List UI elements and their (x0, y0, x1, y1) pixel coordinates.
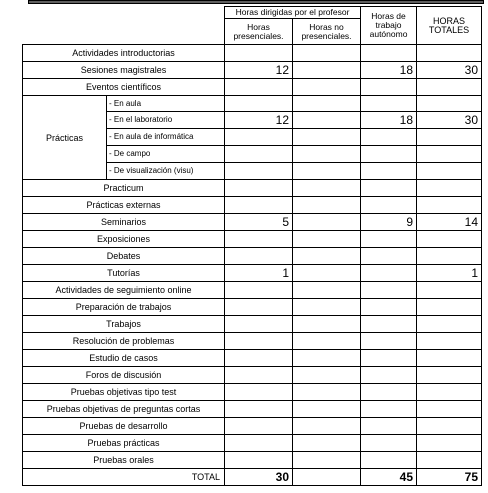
activity-label: Debates (23, 248, 225, 265)
hours-autonomo (361, 79, 417, 96)
total-label: TOTAL (23, 469, 225, 486)
activity-label: Preparación de trabajos (23, 299, 225, 316)
hours-total (417, 79, 482, 96)
header-no-presenciales: Horas no presenciales. (293, 19, 361, 45)
hours-no-presenciales (293, 112, 361, 129)
total-horas: 75 (417, 469, 482, 486)
practicas-sub-label: - En el laboratorio (107, 112, 225, 129)
hours-presenciales: 12 (225, 112, 293, 129)
activity-label: Prácticas externas (23, 197, 225, 214)
hours-autonomo (361, 129, 417, 146)
hours-autonomo: 18 (361, 112, 417, 129)
practicas-sub-label: - De visualización (visu) (107, 163, 225, 180)
hours-no-presenciales (293, 248, 361, 265)
hours-presenciales (225, 96, 293, 112)
activity-label: Sesiones magistrales (23, 62, 225, 79)
hours-total (417, 231, 482, 248)
activity-label: Estudio de casos (23, 350, 225, 367)
hours-autonomo (361, 180, 417, 197)
hours-total (417, 146, 482, 163)
hours-autonomo (361, 163, 417, 180)
activity-label: Seminarios (23, 214, 225, 231)
hours-no-presenciales (293, 418, 361, 435)
hours-presenciales (225, 333, 293, 350)
table-row (23, 96, 482, 112)
hours-total (417, 401, 482, 418)
table-row (23, 214, 482, 231)
hours-no-presenciales (293, 129, 361, 146)
hours-presenciales (225, 180, 293, 197)
table-row (23, 333, 482, 350)
hours-total (417, 282, 482, 299)
hours-no-presenciales (293, 214, 361, 231)
hours-autonomo (361, 435, 417, 452)
hours-presenciales (225, 79, 293, 96)
hours-presenciales (225, 248, 293, 265)
activity-label: Pruebas prácticas (23, 435, 225, 452)
hours-total (417, 350, 482, 367)
practicas-label: Prácticas (23, 96, 107, 180)
activity-label: Actividades introductorias (23, 45, 225, 62)
total-autonomo: 45 (361, 469, 417, 486)
hours-total (417, 384, 482, 401)
activity-label: Resolución de problemas (23, 333, 225, 350)
hours-presenciales: 1 (225, 265, 293, 282)
table-row (23, 418, 482, 435)
hours-presenciales (225, 350, 293, 367)
hours-autonomo (361, 146, 417, 163)
hours-no-presenciales (293, 180, 361, 197)
hours-total (417, 435, 482, 452)
hours-total: 14 (417, 214, 482, 231)
hours-total (417, 45, 482, 62)
activity-label: Pruebas orales (23, 452, 225, 469)
table-row (23, 248, 482, 265)
header-totales: HORAS TOTALES (417, 7, 482, 45)
hours-autonomo (361, 282, 417, 299)
hours-presenciales (225, 452, 293, 469)
table-row (23, 299, 482, 316)
table-row (23, 180, 482, 197)
hours-total (417, 418, 482, 435)
activity-label: Tutorías (23, 265, 225, 282)
hours-total (417, 333, 482, 350)
hours-no-presenciales (293, 79, 361, 96)
activity-label: Pruebas de desarrollo (23, 418, 225, 435)
hours-no-presenciales (293, 265, 361, 282)
hours-autonomo (361, 401, 417, 418)
table-row (23, 384, 482, 401)
hours-presenciales (225, 384, 293, 401)
table-row (23, 79, 482, 96)
table-row (23, 45, 482, 62)
activity-label: Practicum (23, 180, 225, 197)
hours-no-presenciales (293, 231, 361, 248)
hours-presenciales: 5 (225, 214, 293, 231)
hours-total: 1 (417, 265, 482, 282)
total-presenciales: 30 (225, 469, 293, 486)
hours-presenciales (225, 129, 293, 146)
hours-autonomo (361, 316, 417, 333)
hours-autonomo: 18 (361, 62, 417, 79)
hours-no-presenciales (293, 282, 361, 299)
hours-no-presenciales (293, 401, 361, 418)
hours-presenciales (225, 401, 293, 418)
table-row (23, 282, 482, 299)
table-row (23, 435, 482, 452)
practicas-sub-label: - En aula (107, 96, 225, 112)
hours-autonomo (361, 96, 417, 112)
hours-autonomo (361, 333, 417, 350)
hours-no-presenciales (293, 350, 361, 367)
hours-autonomo (361, 45, 417, 62)
hours-autonomo (361, 384, 417, 401)
hours-autonomo (361, 231, 417, 248)
hours-presenciales (225, 45, 293, 62)
table-row (23, 265, 482, 282)
table-row (23, 316, 482, 333)
hours-total (417, 452, 482, 469)
hours-no-presenciales (293, 316, 361, 333)
hours-presenciales (225, 435, 293, 452)
hours-total (417, 197, 482, 214)
hours-presenciales (225, 367, 293, 384)
hours-total (417, 367, 482, 384)
hours-autonomo (361, 299, 417, 316)
header-row-1 (23, 7, 482, 19)
hours-autonomo (361, 248, 417, 265)
hours-no-presenciales (293, 62, 361, 79)
hours-presenciales (225, 163, 293, 180)
hours-presenciales (225, 299, 293, 316)
hours-total: 30 (417, 112, 482, 129)
hours-total (417, 248, 482, 265)
header-presenciales: Horas presenciales. (225, 19, 293, 45)
hours-autonomo (361, 350, 417, 367)
table-row (23, 367, 482, 384)
table-row (23, 350, 482, 367)
hours-no-presenciales (293, 299, 361, 316)
hours-presenciales (225, 418, 293, 435)
hours-autonomo (361, 197, 417, 214)
hours-no-presenciales (293, 45, 361, 62)
header-blank (23, 7, 225, 45)
hours-no-presenciales (293, 384, 361, 401)
activity-label: Trabajos (23, 316, 225, 333)
header-dirigidas: Horas dirigidas por el profesor (225, 7, 361, 19)
hours-presenciales (225, 231, 293, 248)
total-row (23, 469, 482, 486)
hours-no-presenciales (293, 146, 361, 163)
hours-no-presenciales (293, 452, 361, 469)
hours-table (22, 6, 482, 486)
hours-total (417, 96, 482, 112)
table-row (23, 452, 482, 469)
hours-presenciales: 12 (225, 62, 293, 79)
hours-total (417, 129, 482, 146)
activity-label: Pruebas objetivas tipo test (23, 384, 225, 401)
hours-presenciales (225, 282, 293, 299)
hours-total (417, 180, 482, 197)
hours-total (417, 316, 482, 333)
hours-autonomo (361, 265, 417, 282)
table-row (23, 231, 482, 248)
activity-label: Eventos científicos (23, 79, 225, 96)
hours-autonomo: 9 (361, 214, 417, 231)
title-banner (28, 0, 484, 4)
total-no-presenciales (293, 469, 361, 486)
table-row (23, 62, 482, 79)
hours-total (417, 163, 482, 180)
activity-label: Foros de discusión (23, 367, 225, 384)
practicas-sub-label: - En aula de informática (107, 129, 225, 146)
hours-no-presenciales (293, 197, 361, 214)
activity-label: Actividades de seguimiento online (23, 282, 225, 299)
hours-autonomo (361, 367, 417, 384)
hours-presenciales (225, 146, 293, 163)
hours-no-presenciales (293, 367, 361, 384)
activity-label: Exposiciones (23, 231, 225, 248)
hours-total: 30 (417, 62, 482, 79)
table-row (23, 197, 482, 214)
hours-autonomo (361, 452, 417, 469)
hours-no-presenciales (293, 163, 361, 180)
hours-presenciales (225, 197, 293, 214)
hours-no-presenciales (293, 435, 361, 452)
table-row (23, 401, 482, 418)
activity-label: Pruebas objetivas de preguntas cortas (23, 401, 225, 418)
header-autonomo: Horas de trabajo autónomo (361, 7, 417, 45)
hours-no-presenciales (293, 96, 361, 112)
hours-total (417, 299, 482, 316)
hours-no-presenciales (293, 333, 361, 350)
hours-presenciales (225, 316, 293, 333)
hours-autonomo (361, 418, 417, 435)
practicas-sub-label: - De campo (107, 146, 225, 163)
